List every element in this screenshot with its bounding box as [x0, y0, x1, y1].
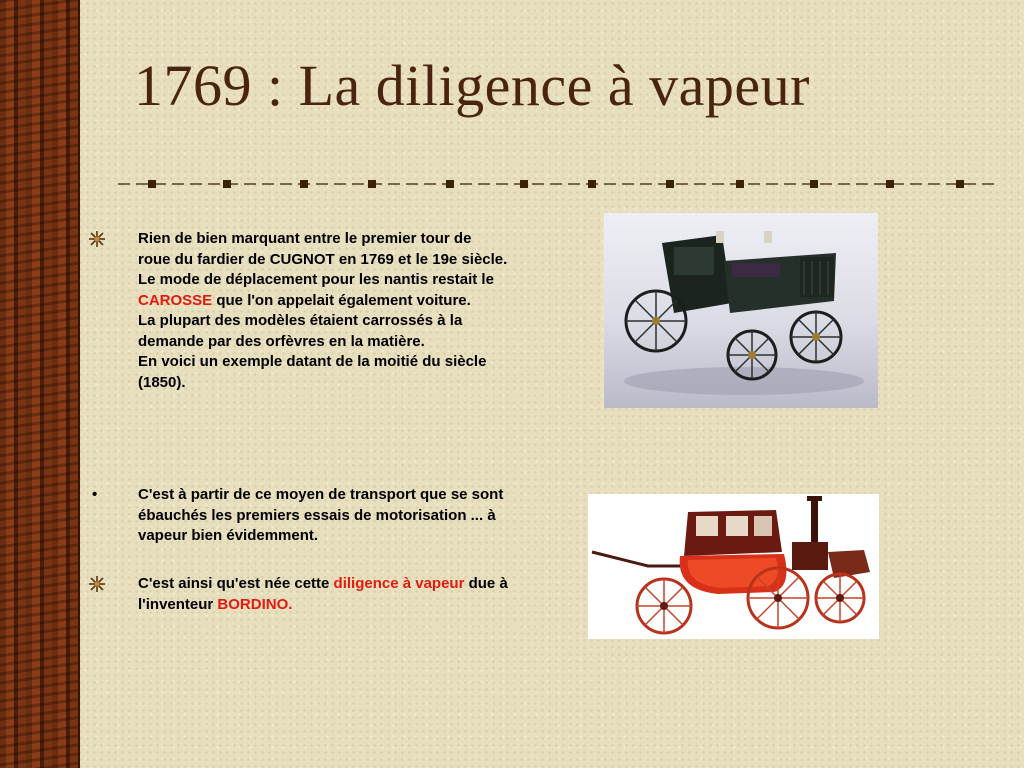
bullet-1: [88, 229, 508, 393]
highlight-bordino: BORDINO: [217, 595, 289, 613]
bullet-3-period: .: [288, 595, 293, 613]
carriage-photo: [604, 213, 878, 408]
bullet-3-text: C'est ainsi qu'est née cette: [138, 575, 334, 592]
decorative-wood-strip: [0, 0, 80, 768]
bullet-3: [88, 574, 508, 615]
dot-bullet-icon: •: [92, 486, 98, 503]
slide-title: 1769 : La diligence à vapeur: [134, 53, 810, 118]
highlight-carosse: CAROSSE: [138, 291, 213, 309]
bullet-2: [88, 485, 508, 547]
star-bullet-icon: [88, 230, 106, 248]
bullet-1-text-end: que l'on appelait également voiture.: [212, 291, 471, 309]
bullet-3-text-mid: due à l'inventeur: [138, 575, 508, 613]
bullet-2-text: C'est à partir de ce moyen de transport que se sont ébauchés les premiers essais de motorisation ... à vapeur bien évidemment.: [138, 486, 504, 544]
steam-carriage-photo: [588, 494, 879, 639]
bullet-1-line-3: En voici un exemple datant de la moitié du siècle (1850).: [138, 353, 487, 391]
decorative-divider: [118, 178, 994, 190]
bullet-1-line-2: La plupart des modèles étaient carrossés à la demande par des orfèvres en la matière.: [138, 312, 463, 350]
bullet-1-text: Rien de bien marquant entre le premier tour de roue du fardier de CUGNOT en 1769 et le 19e siècle. Le mode de déplacement pour les nantis restait le: [138, 230, 508, 288]
star-bullet-icon: [88, 575, 106, 593]
highlight-diligence: diligence à vapeur: [333, 575, 465, 592]
